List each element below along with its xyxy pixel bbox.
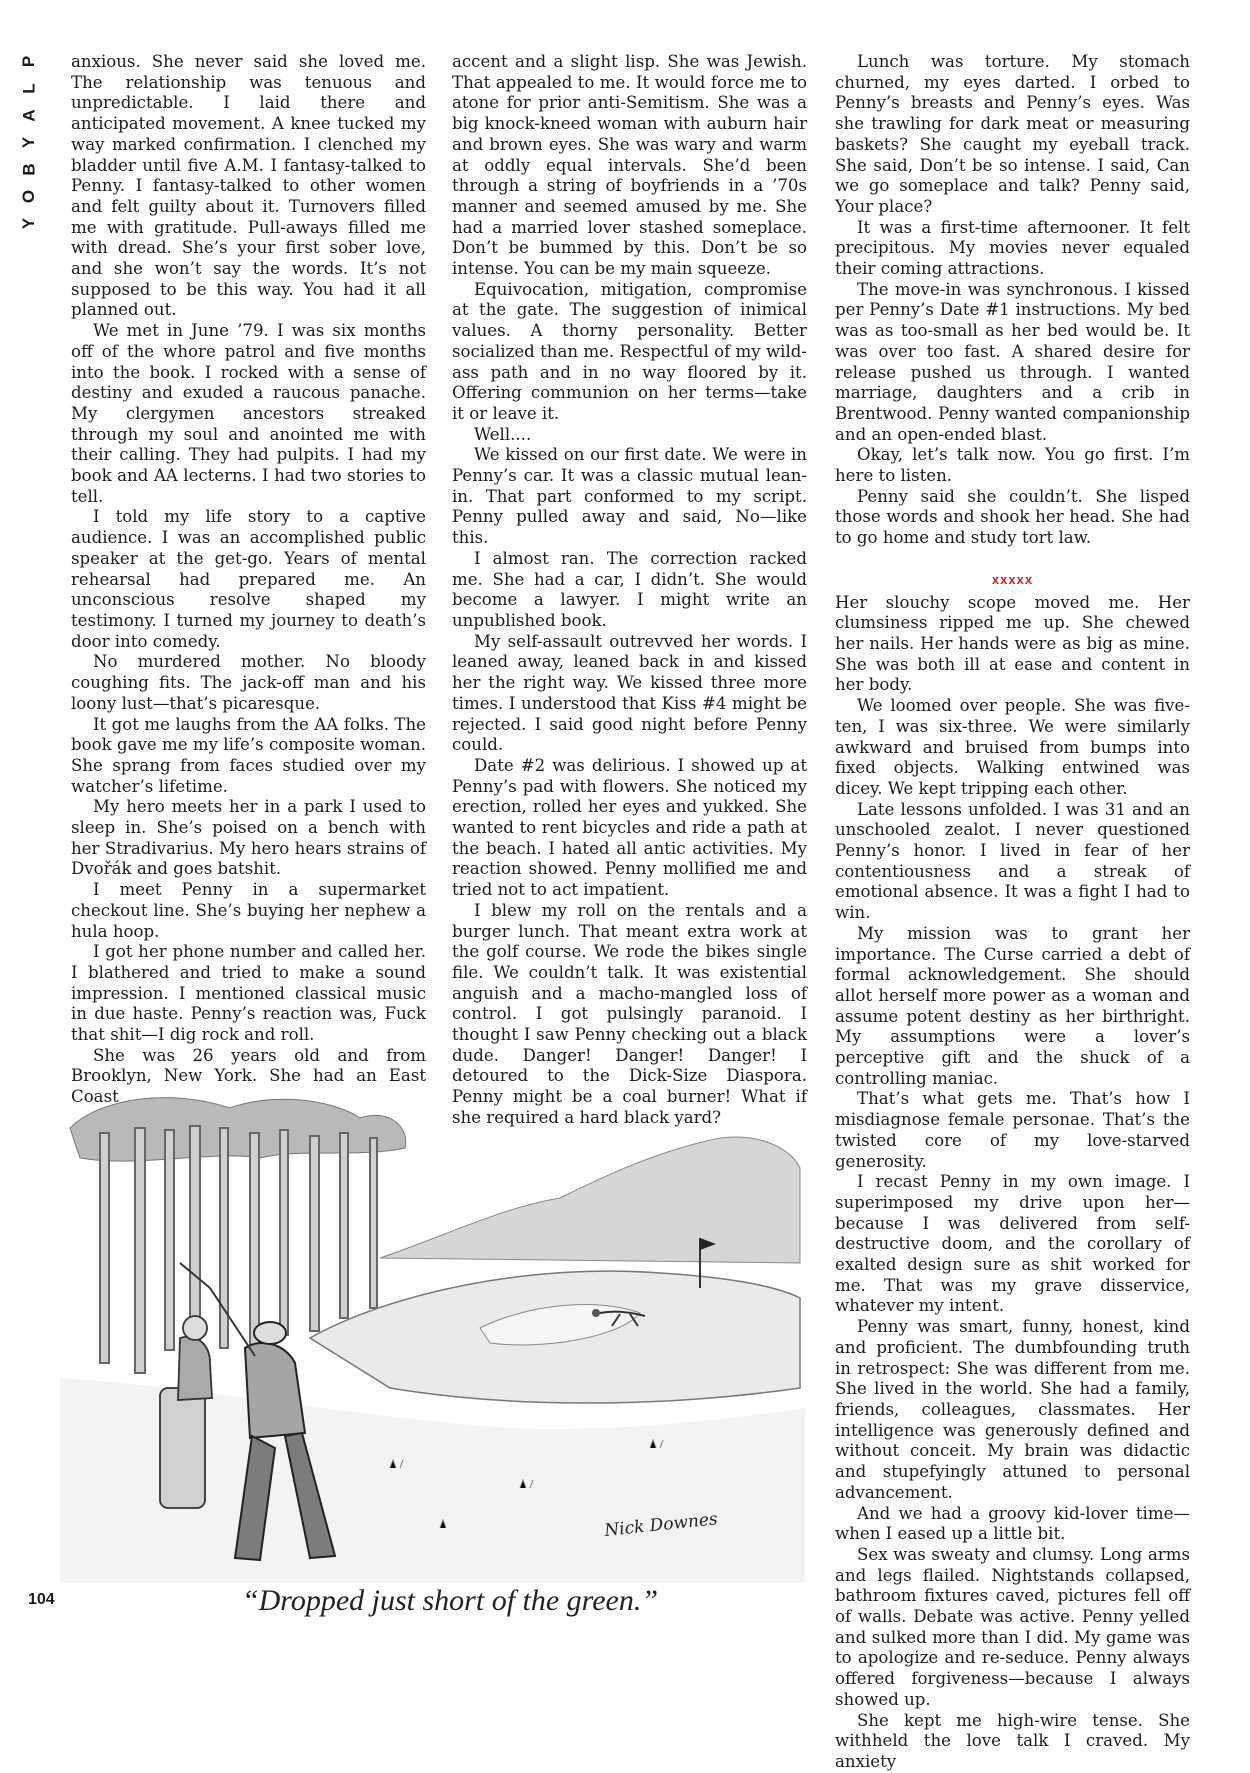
paragraph: accent and a slight lisp. She was Jewish. That appealed to me. It would force me to atone for prior anti-Semitism. She was a big knock-kneed woman with auburn hair and brown eyes. She was wary and warm at oddly equal intervals. She’d been through a string of boyfriends in a ’70s manner and seemed amused by me. She had a married lover stashed someplace. Don’t be bummed by this. Don’t be so intense. You can be my main squeeze. <box>452 52 807 279</box>
paragraph: It was a first-time afternooner. It felt precipitous. My movies never equaled their coming attractions. <box>835 217 1190 279</box>
paragraph: And we had a groovy kid-lover time—when I eased up a little bit. <box>835 1503 1190 1544</box>
brand-letter: O <box>19 189 39 204</box>
magazine-brand-vertical <box>14 48 44 237</box>
brand-letter: B <box>19 163 39 176</box>
cartoon-caption: “Dropped just short of the green.” <box>241 1584 659 1617</box>
paragraph: Equivocation, mitigation, compromise at the gate. The suggestion of inimical values. A thorny personality. Better socialized than me. Respectful of my wild-ass path and in no way floored by it. Offering communion on her terms—take it or leave it. <box>452 279 807 423</box>
paragraph: That’s what gets me. That’s how I misdiagnose female personae. That’s the twisted core of my love-starved generosity. <box>835 1089 1190 1171</box>
brand-letter: Y <box>19 217 39 230</box>
paragraph: No murdered mother. No bloody coughing fits. The jack-off man and his loony lust—that’s picaresque. <box>71 652 426 713</box>
paragraph: Date #2 was delirious. I showed up at Penny’s pad with flowers. She noticed my erection, rolled her eyes and yukked. She wanted to rent bicycles and ride a path at the beach. I hated all antic activities. My reaction showed. Penny mollified me and tried not to act impatient. <box>452 755 807 900</box>
page-number: 104 <box>28 1591 55 1608</box>
paragraph: Lunch was torture. My stomach churned, my eyes darted. I orbed to Penny’s breasts and Penny’s eyes. Was she trawling for dark meat or measuring baskets? She caught my eyeball track. She said, Don’t be so intense. I said, Can we go someplace and talk? Penny said, Your place? <box>835 52 1190 216</box>
paragraph: Well.... <box>474 424 532 444</box>
paragraph: I meet Penny in a supermarket checkout line. She’s buying her nephew a hula hoop. <box>71 880 426 941</box>
section-separator: xxxxx <box>991 571 1034 587</box>
paragraph: We kissed on our first date. We were in Penny’s car. It was a classic mutual lean-in. That part conformed to my script. Penny pulled away and said, No—like this. <box>452 445 807 548</box>
paragraph: I got her phone number and called her. I blathered and tried to make a sound impression. I mentioned classical music in due haste. Penny’s reaction was, Fuck that shit—I dig rock and roll. <box>71 942 426 1045</box>
text-column-1 <box>71 52 426 1108</box>
paragraph: We met in June ’79. I was six months off of the whore patrol and five months into the book. I rocked with a sense of destiny and exuded a raucous panache. My clergymen ancestors streaked through my soul and anointed me with their calling. They had pulpits. I had my book and AA lecterns. I had two stories to tell. <box>71 321 426 506</box>
paragraph: She kept me high-wire tense. She withheld the love talk I craved. My anxiety <box>835 1710 1190 1771</box>
paragraph: Her slouchy scope moved me. Her clumsiness ripped me up. She chewed her nails. Her hands were as big as mine. She was both ill at ease and content in her body. <box>835 592 1190 695</box>
paragraph: Sex was sweaty and clumsy. Long arms and legs flailed. Nightstands collapsed, bathroom fixtures caved, pictures fell off of walls. Debate was active. Penny yelled and sulked more than I did. My game was to apologize and re-seduce. Penny always offered forgiveness—because I always showed up. <box>835 1544 1190 1709</box>
brand-letter: Y <box>19 136 39 149</box>
paragraph: We loomed over people. She was five-ten, I was six-three. We were similarly awkward and bruised from bumps into fixed objects. Walking entwined was dicey. We kept tripping each other. <box>835 696 1190 798</box>
paragraph: I almost ran. The correction racked me. She had a car, I didn’t. She would become a lawyer. I might write an unpublished book. <box>452 548 807 630</box>
paragraph: My hero meets her in a park I used to sleep in. She’s poised on a bench with her Stradivarius. My hero hears strains of Dvořák and goes batshit. <box>71 797 426 879</box>
text-column-2 <box>452 52 807 1129</box>
golf-cartoon-illustration <box>60 1088 805 1583</box>
text-column-3 <box>835 52 1190 1773</box>
cartoon-signature: Nick Downes <box>603 1509 719 1541</box>
paragraph: The move-in was synchronous. I kissed per Penny’s Date #1 instructions. My bed was as too-small as her bed would be. It was over too fast. A shared desire for release pushed us through. I wanted marriage, daughters and a crib in Brentwood. Penny wanted companionship and an open-ended blast. <box>835 279 1190 444</box>
paragraph: anxious. She never said she loved me. The relationship was tenuous and unpredictable. I laid there and anticipated movement. A knee tucked my way marked confirmation. I clenched my bladder until five A.M. I fantasy-talked to Penny. I fantasy-talked to other women and felt guilty about it. Turnovers filled me with gratitude. Pull-aways filled me with dread. She’s your first sober love, and she won’t say the words. It’s not supposed to be this way. You had it all planned out. <box>71 52 426 320</box>
brand-letter: L <box>19 83 39 94</box>
paragraph: I recast Penny in my own image. I superimposed my drive upon her—because I was delivered from self-destructive doom, and the corollary of exalted design sure as shit worked for me. That was my grave disservice, whatever my intent. <box>835 1172 1190 1316</box>
paragraph: It got me laughs from the AA folks. The book gave me my life’s composite woman. She sprang from faces studied over my watcher’s lifetime. <box>71 714 426 796</box>
paragraph: Penny was smart, funny, honest, kind and proficient. The dumbfounding truth in retrospect: She was different from me. She lived in the world. She had a family, friends, colleagues, classmates. Her intelligence was generously defined and without conceit. My brain was didactic and stupefyingly attuned to personal advancement. <box>835 1317 1190 1502</box>
paragraph: She was 26 years old and from Brooklyn, New York. She had an East Coast <box>71 1045 426 1107</box>
paragraph: Penny said she couldn’t. She lisped those words and shook her head. She had to go home and study tort law. <box>835 486 1190 548</box>
paragraph: My mission was to grant her importance. The Curse carried a debt of formal acknowledgement. She should allot herself more power as a woman and assume potent destiny as her birthright. My assumptions were a lover’s perceptive gift and the shuck of a controlling maniac. <box>835 923 1190 1088</box>
paragraph: I blew my roll on the rentals and a burger lunch. That meant extra work at the golf course. We rode the bikes single file. We couldn’t talk. It was existential anguish and a macho-mangled loss of control. I got pulsingly paranoid. I thought I saw Penny checking out a black dude. Danger! Danger! Danger! I detoured to the Dick-Size Diaspora. Penny might be a coal burner! What if she required a hard black yard? <box>452 900 807 1127</box>
golf-cartoon <box>60 1088 805 1583</box>
brand-letter: A <box>19 109 39 122</box>
paragraph: I told my life story to a captive audience. I was an accomplished public speaker at the get-go. Years of mental rehearsal had prepared me. An unconscious resolve shaped my testimony. I turned my journey to death’s door into comedy. <box>71 507 426 651</box>
paragraph: Okay, let’s talk now. You go first. I’m here to listen. <box>835 445 1190 486</box>
brand-letter: P <box>19 55 39 68</box>
paragraph: Late lessons unfolded. I was 31 and an unschooled zealot. I never questioned Penny’s honor. I lived in fear of her contentiousness and a streak of emotional absence. It was a fight I had to win. <box>835 799 1190 923</box>
paragraph: My self-assault outrevved her words. I leaned away, leaned back in and kissed her the right way. We kissed three more times. I understood that Kiss #4 might be rejected. I said good night before Penny could. <box>452 631 807 755</box>
